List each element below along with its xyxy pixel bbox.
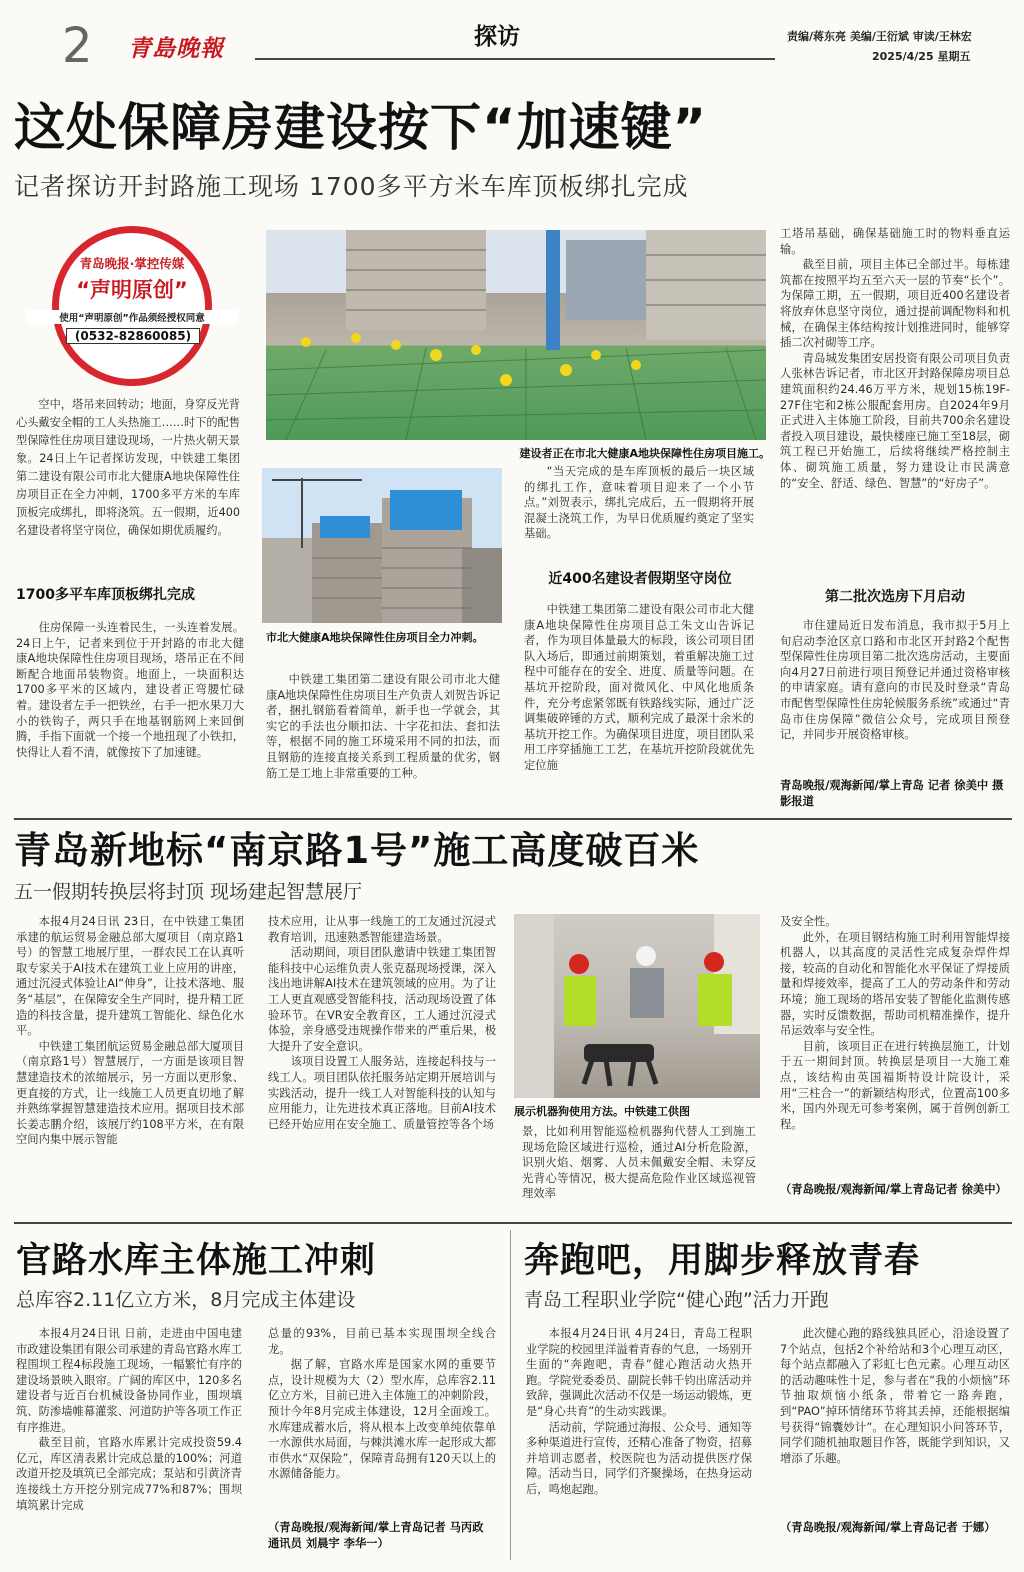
section-title: 探访 — [474, 24, 520, 50]
article4-col1: 本报4月24日讯 4月24日，青岛工程职业学院的校园里洋溢着青春的气息，一场别开生面的“奔跑吧，青春”健心跑活动火热开跑。学院党委委员、副院长韩千钧出席活动并致辞，强调此次活动不仅是一场运动锻炼，更是“身心共育”的生动实践课。 活动前，学院通过海报、公众号、通知等多种渠道进行宣传，还精心准备了物资，招募并培训志愿者，校医院也为活动提供医疗保障。活动当日，同学们齐聚操场，在热身运动后，鸣炮起跑。 — [526, 1327, 752, 1496]
buildings-photo — [262, 468, 502, 623]
article2-headline: 青岛新地标“南京路1号”施工高度破百米 — [14, 829, 700, 872]
issue-date: 2025/4/25 星期五 — [872, 50, 971, 63]
robot-dog-illustration — [514, 914, 760, 1098]
article4-byline: （青岛晚报/观海新闻/掌上青岛记者 于娜） — [780, 1521, 996, 1534]
divider-3 — [510, 1230, 511, 1560]
article2-col2: 技术应用，让从事一线施工的工友通过沉浸式教育培训，迅速熟悉智能建造场景。 活动期间，项目团队邀请中铁建工集团智能科技中心运维负责人张克磊现场授课，深入浅出地讲解AI技术在建筑领域的应用。为了让工人更直观感受智能科技，活动现场设置了体验环节。在VR安全教育区，工人通过沉浸式体验，亲身感受违规操作带来的严重后果，极大提升了安全意识。 该项目设置工人服务站，连接起科技与一线工人。项目团队依托服务站定期开展培训与实践活动，提升一线工人对智能科技的认知与应用能力，让先进技术真正落地。目前AI技术已经开始应用在安全施工、质量管控等各个场 — [268, 915, 496, 1131]
article3-byline: （青岛晚报/观海新闻/掌上青岛记者 马丙政 通讯员 刘晨宇 李华一） — [268, 1521, 484, 1550]
article1-sub1: 1700多平车库顶板绑扎完成 — [16, 587, 195, 603]
paper-logo: 青島晚報 — [128, 35, 224, 62]
article3-col2: 总量的93%，目前已基本实现围坝全线合龙。 据了解，官路水库是国家水网的重要节点，设计规模为大（2）型水库，总库容2.11亿立方米，目前已进入主体施工的冲刺阶段，预计今年8月完成主体建设，12月全面竣工。水库建成蓄水后，将从根本上改变单纯依靠单一水源供水局面，与棘洪滩水库一起形成大都市供水“双保险”，保障青岛拥有120天以上的水源储备能力。 — [268, 1327, 496, 1481]
article2-byline: （青岛晚报/观海新闻/掌上青岛记者 徐美中） — [780, 1183, 1007, 1196]
photo3-caption: 展示机器狗使用方法。中铁建工供图 — [514, 1105, 690, 1118]
page-number: 2 — [62, 18, 93, 74]
article4-subhead: 青岛工程职业学院“健心跑”活力开跑 — [524, 1289, 829, 1311]
header-rule — [255, 58, 775, 60]
article1-headline: 这处保障房建设按下“加速键” — [14, 99, 708, 158]
article2-col4: 及安全性。 此外，在项目钢结构施工时利用智能焊接机器人，以其高度的灵活性完成复杂焊件焊接，较高的自动化和智能化水平保证了焊接质量和焊接效率，提高了工人的劳动条件和劳动环境；施工现场的塔吊安装了智能化监测传感器，实时反馈数据，帮助司机精准操作，提升吊运效率与安全性。 目前，该项目正在进行转换层施工，计划于五一期间封顶。转换层是项目一大施工难点，该结构由英国福斯特设计院设计，采用“三柱合一”的新颖结构形式，位置高100多米，国内外现无可参考案例，属于首例创新工程。 — [780, 915, 1010, 1131]
article3-subhead: 总库容2.11亿立方米，8月完成主体建设 — [16, 1289, 356, 1311]
article1-lead: 空中，塔吊来回转动；地面，身穿反光背心头戴安全帽的工人头热施工……时下的配售型保障性住房项目建设现场，一片热火朝天景象。24日上午记者探访发现，中铁建工集团第二建设有限公司市北大健康A地块保障性住房项目正在全力冲刺，1700多平方米的车库顶板完成绑扎，即将浇筑。五一假期，近400名建设者将坚守岗位，确保如期优质履约。 — [16, 398, 240, 537]
article3-headline: 官路水库主体施工冲刺 — [16, 1241, 377, 1281]
article1-sub2: 近400名建设者假期坚守岗位 — [548, 571, 732, 587]
divider-2 — [14, 1222, 1012, 1224]
robot-dog-photo — [514, 914, 760, 1098]
construction-site-photo — [266, 230, 766, 440]
construction-site-illustration — [266, 230, 766, 440]
stamp-line2: “声明原创” — [76, 278, 188, 302]
article4-col2: 此次健心跑的路线独具匠心，沿途设置了7个站点，包括2个补给站和3个心理互动区，每个站点都融入了彩虹七色元素。心理互动区的活动趣味性十足，参与者在“我的小烦恼”环节抽取烦恼小纸条，带着它一路奔跑，到“PAO”掉环情绪环节将其丢掉，还能根据编号获得“锦囊妙计”。在心理知识小问答环节，同学们随机抽取题目作答，既能学到知识，又增添了乐趣。 — [780, 1327, 1010, 1465]
article3-col1: 本报4月24日讯 日前，走进由中国电建市政建设集团有限公司承建的青岛官路水库工程围坝工程4标段施工现场，一幅繁忙有序的建设场景映入眼帘。广阔的库区中，120多名建设者与近百台机械设备协同作业，围坝填筑、防渗墙帷幕灌浆、河道防护等各项工作正有序推进。 截至目前，官路水库累计完成投资59.4亿元，库区清表累计完成总量的100%；河道改道开挖及填筑已全部完成；泵站和引黄济青连接线土方开挖分别完成77%和87%；围坝填筑累计完成 — [16, 1327, 242, 1512]
article1-byline: 青岛晚报/观海新闻/掌上青岛 记者 徐美中 摄影报道 — [780, 779, 1004, 808]
article2-col3: 景，比如利用智能巡检机器狗代替人工到施工现场危险区域进行巡检，通过AI分析危险源，识别火焰、烟雾、人员未佩戴安全帽、未穿反光背心等情况，极大提高危险作业区域巡视管理效率 — [522, 1125, 756, 1201]
article4-headline: 奔跑吧，用脚步释放青春 — [524, 1241, 921, 1281]
article1-subhead: 记者探访开封路施工现场 1700多平方米车库顶板绑扎完成 — [14, 172, 689, 201]
buildings-illustration — [262, 468, 502, 623]
stamp-line3: 使用“声明原创”作品须经授权同意 — [26, 310, 238, 324]
article1-col4: 工塔吊基础，确保基础施工时的物料垂直运输。 截至目前，项目主体已全部过半。每栋建筑都在按照平均五至六天一层的节奏“长个”。为保障工期，五一假期，项目近400名建设者将放弃休息坚守岗位，通过提前调配物料和机械，在确保主体结构按计划推进同时，能够穿插二次衬砌等工序。 青岛城发集团安居投资有限公司项目负责人张林告诉记者，市北区开封路保障房项目总建筑面积约24.46万平方米，规划15栋19F-27F住宅和2栋公服配套用房。自2024年9月正式进入主体施工阶段，目前共700余名建设者投入项目建设，最快楼座已施工至18层，砌筑工程已开始施工，后续将继续严格控制主体、砌筑施工质量，努力建设让市民满意的“安全、舒适、绿色、智慧”的“好房子”。 — [780, 227, 1010, 490]
article2-subhead: 五一假期转换层将封顶 现场建起智慧展厅 — [14, 881, 363, 903]
article1-col3a: “当天完成的是车库顶板的最后一块区域的绑扎工作，意味着项目迎来了一个小节点。”刘贺表示，绑扎完成后，五一假期将开展混凝土浇筑工作，为早日优质履约奠定了坚实基础。 — [524, 465, 754, 541]
article1-col1: 住房保障一头连着民生，一头连着发展。24日上午，记者来到位于开封路的市北大健康A地块保障性住房项目现场，塔吊正在不间断配合地面吊装物资。地面上，一块面积达1700多平米的区域内，建设者正弯腰忙碌着。建设者左手一把铁丝，右手一把水果刀大小的铁钩子，两只手在地基钢筋网上来回倒腾，手指下面就一个接一个地扭现了小铁扣，快得让人看不清，就像按下了加速键。 — [16, 621, 244, 759]
photo1-caption: 建设者正在市北大健康A地块保障性住房项目施工。 — [519, 447, 770, 460]
photo2-caption: 市北大健康A地块保障性住房项目全力冲刺。 — [266, 631, 484, 644]
article1-col3b: 中铁建工集团第二建设有限公司市北大健康A地块保障性住房项目总工朱文山告诉记者，作为项目体量最大的标段，该公司项目团队入场后，即通过前期策划，着重解决施工过程中可能存在的安全、进度、质量等问题。在基坑开挖阶段，面对微风化、中风化地质条件，充分考虑紧邻既有铁路线实际，通过广泛调集破碎锤的方式，顺利完成了最深十余米的基坑开挖工作。为确保项目进度，项目团队采用工序穿插施工工艺，在基坑开挖阶段就优先定位施 — [524, 603, 754, 772]
stamp-phone: (0532-82860085) — [66, 328, 200, 344]
original-statement-stamp — [26, 226, 238, 396]
article2-col1: 本报4月24日讯 23日，在中铁建工集团承建的航运贸易金融总部大厦项目（南京路1号）的智慧工地展厅里，一群农民工在认真听取专家关于AI技术在建筑工业上应用的讲座，通过沉浸式体验让AI“伸身”，让技术落地、服务“基层”，在保障安全生产同时，提升精工匠造的科技含量，提升建筑工智能化、绿色化水平。 中铁建工集团航运贸易金融总部大厦项目（南京路1号）智慧展厅，一方面是该项目智慧建造技术的浓缩展示，另一方面以更形象、更直接的方式，让一线施工人员更直切地了解并熟练掌握智慧建造技术应用。据项目技术部长姜志鹏介绍，该展厅约108平方米，在有限空间内集中展示智能 — [16, 915, 244, 1147]
article1-col2: 中铁建工集团第二建设有限公司市北大健康A地块保障性住房项目生产负责人刘贺告诉记者，捆扎钢筋看着简单，新手也一学就会，其实它的手法也分顺扣法、十字花扣法、套扣法等，根据不同的施工环境采用不同的扣法，而且钢筋的连接直接关系到工程质量的优劣，钢筋工是工地上非常重要的工种。 — [266, 673, 500, 780]
staff-credits: 责编/蒋东亮 美编/王衍斌 审读/王林宏 — [787, 30, 972, 43]
article1-col4b: 市住建局近日发布消息，我市拟于5月上旬启动李沧区京口路和市北区开封路2个配售型保障性住房项目第二批次选房活动，主要面向4月27日前进行项目预登记并通过资格审核的申请家庭。请有意向的市民及时登录“青岛市配售型保障性住房轮候服务系统”或通过“青岛市住房保障”微信公众号，完成项目预登记，并同步开展资格审核。 — [780, 619, 1010, 742]
stamp-line1: 青岛晚报·掌控传媒 — [79, 256, 185, 271]
divider-1 — [14, 818, 1012, 820]
article1-sub3: 第二批次选房下月启动 — [825, 589, 965, 605]
